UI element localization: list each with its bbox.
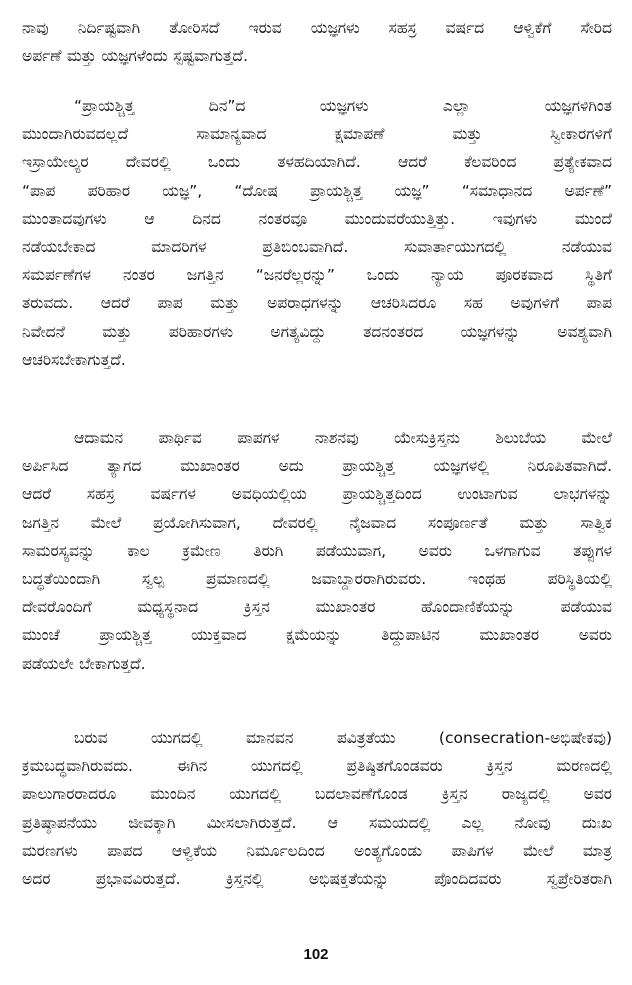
paragraph-line: ಮುಂತಾದವುಗಳು ಆ ದಿನದ ನಂತರವೂ ಮುಂದುವರೆಯುತ್ತಿತ್ತು. ಇವುಗಳು ಮುಂದೆ [22, 209, 612, 228]
paragraph-line: ತರುವದು. ಆದರೆ ಪಾಪ ಮತ್ತು ಅಪರಾಧಗಳನ್ನು ಆಚರಿಸಿದರೂ ಸಹ ಅವುಗಳಿಗೆ ಪಾಪ [22, 294, 612, 313]
paragraph-line: ಮರಣಗಳು ಪಾಪದ ಆಳ್ವಿಕೆಯ ನಿರ್ಮೂಲದಿಂದ ಅಂತ್ಯಗೊಂಡು ಪಾಪಿಗಳ ಮೇಲೆ ಮಾತ್ರ [22, 841, 612, 860]
paragraph-line: ಅರ್ಪಿಸಿದ ತ್ಯಾಗದ ಮುಖಾಂತರ ಅದು ಪ್ರಾಯಶ್ಚಿತ್ತ ಯಜ್ಞಗಳಲ್ಲಿ ನಿರೂಪಿತವಾಗಿದೆ. [22, 457, 612, 476]
page-number: 102 [303, 946, 329, 963]
paragraph-line: ಆದಾಮನ ಪಾರ್ಥಿವ ಪಾಪಗಳ ನಾಶನವು ಯೇಸುಕ್ರಿಸ್ತನು ಶಿಲುಬೆಯ ಮೇಲೆ [74, 429, 612, 447]
paragraph-line: ಪಡೆಯಲೇ ಬೇಕಾಗುತ್ತದೆ. [22, 654, 146, 673]
paragraph-line: ಇಸ್ರಾಯೇಲ್ಯರ ದೇವರಲ್ಲಿ ಒಂದು ತಳಹದಿಯಾಗಿದೆ. ಆದರೆ ಕೆಲವರಿಂದ ಪ್ರತ್ಯೇಕವಾದ [22, 153, 612, 172]
paragraph-line: ಅದರ ಪ್ರಭಾವವಿರುತ್ತದೆ. ಕ್ರಿಸ್ತನಲ್ಲಿ ಅಭಿಷಕ್ತತೆಯನ್ನು ಪೊಂದಿದವರು ಸ್ವಪ್ರೇರಿತರಾಗಿ [22, 870, 612, 889]
paragraph-3 [22, 424, 612, 678]
paragraph-line: ಜಗತ್ತಿನ ಮೇಲೆ ಪ್ರಯೋಗಿಸುವಾಗ, ದೇವರಲ್ಲಿ ನೈಜವಾದ ಸಂಪೂರ್ಣತೆ ಮತ್ತು ಸಾತ್ವಿಕ [22, 513, 612, 532]
paragraph-line: ಅರ್ಪಣೆ ಮತ್ತು ಯಜ್ಞಗಳೆಂದು ಸ್ಪಷ್ಟವಾಗುತ್ತದೆ. [22, 47, 248, 66]
paragraph-2 [22, 92, 612, 374]
paragraph-line: ಬರುವ ಯುಗದಲ್ಲಿ ಮಾನವನ ಪವಿತ್ರತೆಯು (consecration-ಅಭಿಷೇಕವು) [74, 729, 612, 747]
paragraph-line: “ಪಾಪ ಪರಿಹಾರ ಯಜ್ಞ”, “ದೋಷ ಪ್ರಾಯಶ್ಚಿತ್ತ ಯಜ್ಞ” “ಸಮಾಧಾನದ ಅರ್ಪಣೆ” [22, 181, 612, 200]
paragraph-line: ಬದ್ಧತೆಯಿಂದಾಗಿ ಸ್ವಲ್ಪ ಪ್ರಮಾಣದಲ್ಲಿ ಜವಾಬ್ದಾರರಾಗಿರುವರು. ಇಂಥಹ ಪರಿಸ್ಥಿತಿಯಲ್ಲಿ [22, 570, 612, 589]
paragraph-1 [22, 14, 612, 70]
paragraph-line: ಸಾಮರಸ್ಯವನ್ನು ಕಾಲ ಕ್ರಮೇಣ ತಿರುಗಿ ಪಡೆಯುವಾಗ, ಅವರು ಒಳಗಾಗುವ ತಪ್ಪುಗಳ [22, 541, 612, 560]
paragraph-line: ಮುಂದಾಗಿರುವದಲ್ಲದೆ ಸಾಮಾನ್ಯವಾದ ಕ್ಷಮಾಪಣೆ ಮತ್ತು ಸ್ವೀಕಾರಗಳಿಗೆ [22, 125, 612, 144]
paragraph-line: ನಿವೇದನೆ ಮತ್ತು ಪರಿಹಾರಗಳು ಅಗತ್ಯವಿದ್ದು ತದನಂತರದ ಯಜ್ಞಗಳನ್ನು ಅವಶ್ಯವಾಗಿ [22, 322, 612, 341]
paragraph-4 [22, 724, 612, 893]
paragraph-line: “ಪ್ರಾಯಶ್ಚಿತ್ತ ದಿನ”ದ ಯಜ್ಞಗಳು ಎಲ್ಲಾ ಯಜ್ಞಗಳಿಗಿಂತ [74, 97, 612, 115]
paragraph-line: ನಾವು ನಿರ್ದಿಷ್ಟವಾಗಿ ತೋರಿಸದೆ ಇರುವ ಯಜ್ಞಗಳು ಸಹಸ್ರ ವರ್ಷದ ಆಳ್ವಿಕೆಗೆ ಸೇರಿದ [22, 19, 612, 37]
paragraph-line: ಪಾಲುಗಾರರಾದರೂ ಮುಂದಿನ ಯುಗದಲ್ಲಿ ಬದಲಾವಣೆಗೊಂಡ ಕ್ರಿಸ್ತನ ರಾಜ್ಯದಲ್ಲಿ ಅವರ [22, 785, 612, 804]
paragraph-line: ಮುಂಚೆ ಪ್ರಾಯಶ್ಚಿತ್ತ ಯುಕ್ತವಾದ ಕ್ಷಮೆಯನ್ನು ತಿದ್ದುಪಾಟಿನ ಮುಖಾಂತರ ಅವರು [22, 626, 612, 645]
paragraph-line: ಸಮರ್ಪಣೆಗಳ ನಂತರ ಜಗತ್ತಿನ “ಜನರೆಲ್ಲರನ್ನು” ಒಂದು ನ್ಯಾಯ ಪೂರಕವಾದ ಸ್ಥಿತಿಗೆ [22, 266, 612, 285]
paragraph-line: ಆಚರಿಸಬೇಕಾಗುತ್ತದೆ. [22, 350, 126, 369]
paragraph-line: ಕ್ರಮಬದ್ಧವಾಗಿರುವದು. ಈಗಿನ ಯುಗದಲ್ಲಿ ಪ್ರತಿಷ್ಠಿತಗೊಂಡವರು ಕ್ರಿಸ್ತನ ಮರಣದಲ್ಲಿ [22, 757, 612, 776]
paragraph-line: ಆದರೆ ಸಹಸ್ರ ವರ್ಷಗಳ ಅವಧಿಯಲ್ಲಿಯ ಪ್ರಾಯಶ್ಚಿತ್ತದಿಂದ ಉಂಟಾಗುವ ಲಾಭಗಳನ್ನು [22, 485, 612, 504]
paragraph-line: ಪ್ರತಿಷ್ಠಾಪನೆಯು ಜೀವಕ್ಕಾಗಿ ಮೀಸಲಾಗಿರುತ್ತದೆ. ಆ ಸಮಯದಲ್ಲಿ ಎಲ್ಲ ನೋವು ದುಃಖ [22, 813, 612, 832]
paragraph-line: ದೇವರೊಂದಿಗೆ ಮಧ್ಯಸ್ಥನಾದ ಕ್ರಿಸ್ತನ ಮುಖಾಂತರ ಹೊಂದಾಣಿಕೆಯನ್ನು ಪಡೆಯುವ [22, 598, 612, 617]
paragraph-line: ನಡೆಯಬೇಕಾದ ಮಾದರಿಗಳ ಪ್ರತಿಬಿಂಬವಾಗಿದೆ. ಸುವಾರ್ತಾಯುಗದಲ್ಲಿ ನಡೆಯುವ [22, 238, 612, 257]
